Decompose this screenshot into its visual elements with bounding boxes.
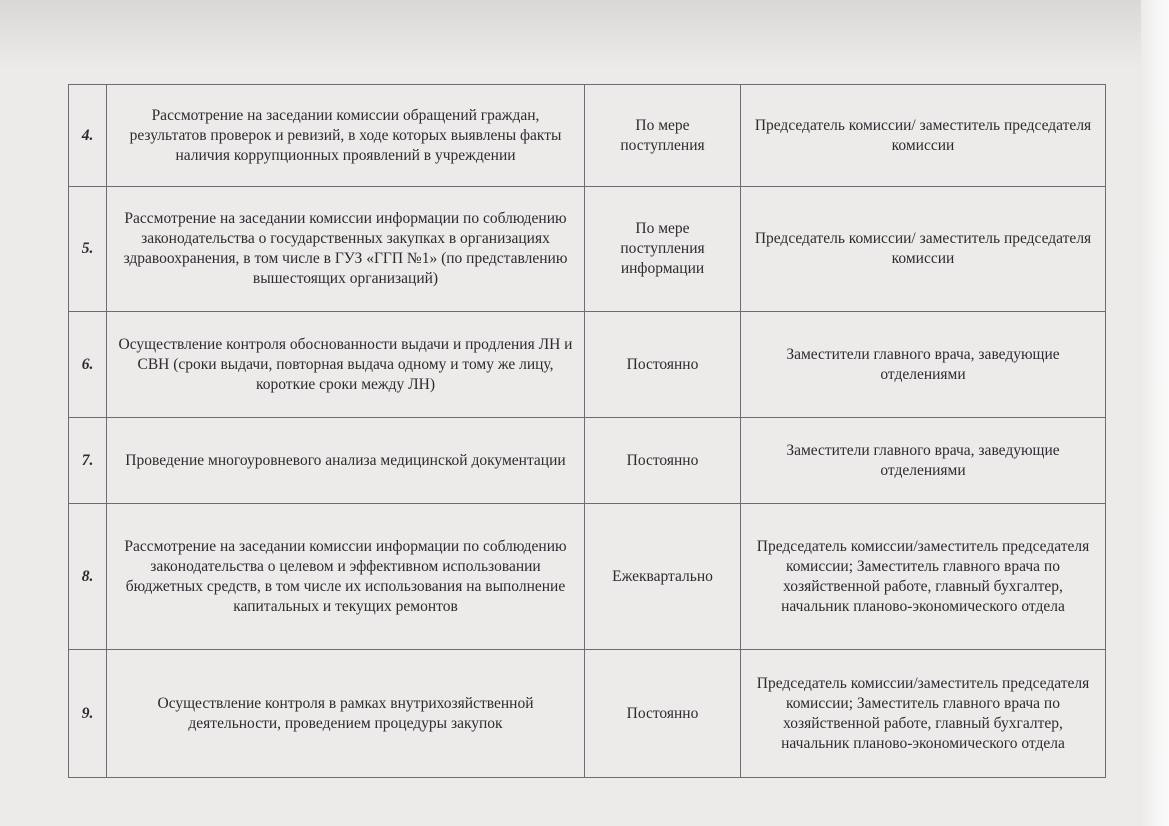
table-row: [69, 418, 1106, 504]
row-action: Рассмотрение на заседании комиссии информации по соблюдению законодательства о государственных закупках в организациях здравоохранения, в том числе в ГУЗ «ГГП №1» (по представлению вышестоящих организаций): [107, 187, 585, 312]
table-row: [69, 187, 1106, 312]
row-responsible: Председатель комиссии/заместитель председателя комиссии; Заместитель главного врача по хозяйственной работе, главный бухгалтер, начальник планово-экономического отдела: [741, 650, 1106, 778]
row-number: 5.: [69, 187, 107, 312]
row-term: Постоянно: [585, 650, 741, 778]
row-action: Осуществление контроля обоснованности выдачи и продления ЛН и СВН (сроки выдачи, повторная выдача одному и тому же лицу, короткие сроки между ЛН): [107, 312, 585, 418]
row-number: 6.: [69, 312, 107, 418]
row-action: Рассмотрение на заседании комиссии обращений граждан, результатов проверок и ревизий, в ходе которых выявлены факты наличия коррупционных проявлений в учреждении: [107, 85, 585, 187]
row-action: Рассмотрение на заседании комиссии информации по соблюдению законодательства о целевом и эффективном использовании бюджетных средств, в том числе их использования на выполнение капитальных и текущих ремонтов: [107, 504, 585, 650]
scan-shadow-top: [0, 0, 1169, 70]
row-responsible: Председатель комиссии/заместитель председателя комиссии; Заместитель главного врача по хозяйственной работе, главный бухгалтер, начальник планово-экономического отдела: [741, 504, 1106, 650]
row-number: 8.: [69, 504, 107, 650]
row-number: 9.: [69, 650, 107, 778]
table-row: [69, 85, 1106, 187]
row-action: Осуществление контроля в рамках внутрихозяйственной деятельности, проведением процедуры закупок: [107, 650, 585, 778]
row-number: 7.: [69, 418, 107, 504]
plan-table: [68, 84, 1106, 778]
row-term: Постоянно: [585, 418, 741, 504]
row-action: Проведение многоуровневого анализа медицинской документации: [107, 418, 585, 504]
table-row: [69, 650, 1106, 778]
table-row: [69, 312, 1106, 418]
table-row: [69, 504, 1106, 650]
row-responsible: Заместители главного врача, заведующие отделениями: [741, 312, 1106, 418]
row-responsible: Председатель комиссии/ заместитель председателя комиссии: [741, 187, 1106, 312]
row-term: По мере поступления: [585, 85, 741, 187]
row-term: Ежеквартально: [585, 504, 741, 650]
row-term: Постоянно: [585, 312, 741, 418]
row-term: По мере поступления информации: [585, 187, 741, 312]
row-responsible: Председатель комиссии/ заместитель председателя комиссии: [741, 85, 1106, 187]
scan-edge-right: [1141, 0, 1169, 826]
row-number: 4.: [69, 85, 107, 187]
row-responsible: Заместители главного врача, заведующие отделениями: [741, 418, 1106, 504]
